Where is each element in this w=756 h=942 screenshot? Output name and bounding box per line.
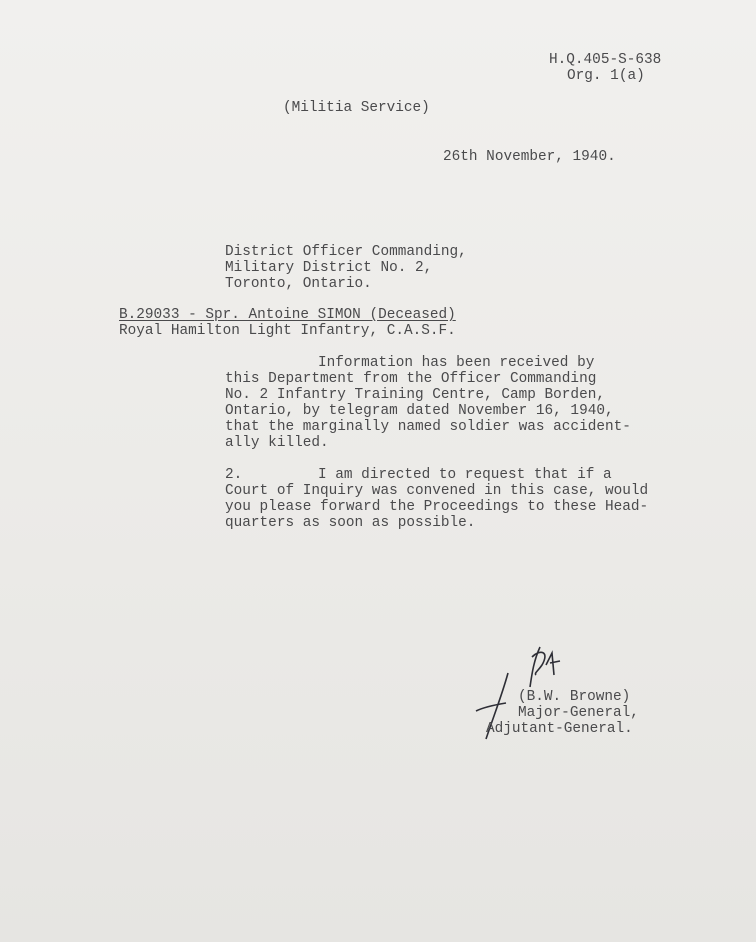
paragraph2-line: you please forward the Proceedings to these Head- [225,499,649,515]
paragraph1-line: No. 2 Infantry Training Centre, Camp Borden, [225,387,605,403]
signatory-rank: Major-General, [518,705,639,721]
paragraph2-number: 2. [225,467,243,483]
paragraph1-line: Information has been received by [318,355,595,371]
service-heading: (Militia Service) [283,100,430,116]
paragraph1-line: ally killed. [225,435,329,451]
paragraph1-line: Ontario, by telegram dated November 16, 1940, [225,403,614,419]
org-reference: Org. 1(a) [567,68,645,84]
file-reference: H.Q.405-S-638 [549,52,662,68]
letter-date: 26th November, 1940. [443,149,616,165]
subject-unit: Royal Hamilton Light Infantry, C.A.S.F. [119,323,456,339]
signatory-name: (B.W. Browne) [518,689,631,705]
addressee-line: District Officer Commanding, [225,244,467,260]
paragraph1-line: this Department from the Officer Commanding [225,371,597,387]
paragraph2-line: Court of Inquiry was convened in this case, would [225,483,649,499]
addressee-line: Military District No. 2, [225,260,433,276]
addressee-line: Toronto, Ontario. [225,276,372,292]
paragraph2-line: quarters as soon as possible. [225,515,476,531]
paragraph2-line: I am directed to request that if a [318,467,612,483]
signatory-title: Adjutant-General. [486,721,633,737]
subject-line: B.29033 - Spr. Antoine SIMON (Deceased) [119,307,456,323]
paragraph1-line: that the marginally named soldier was accident- [225,419,631,435]
